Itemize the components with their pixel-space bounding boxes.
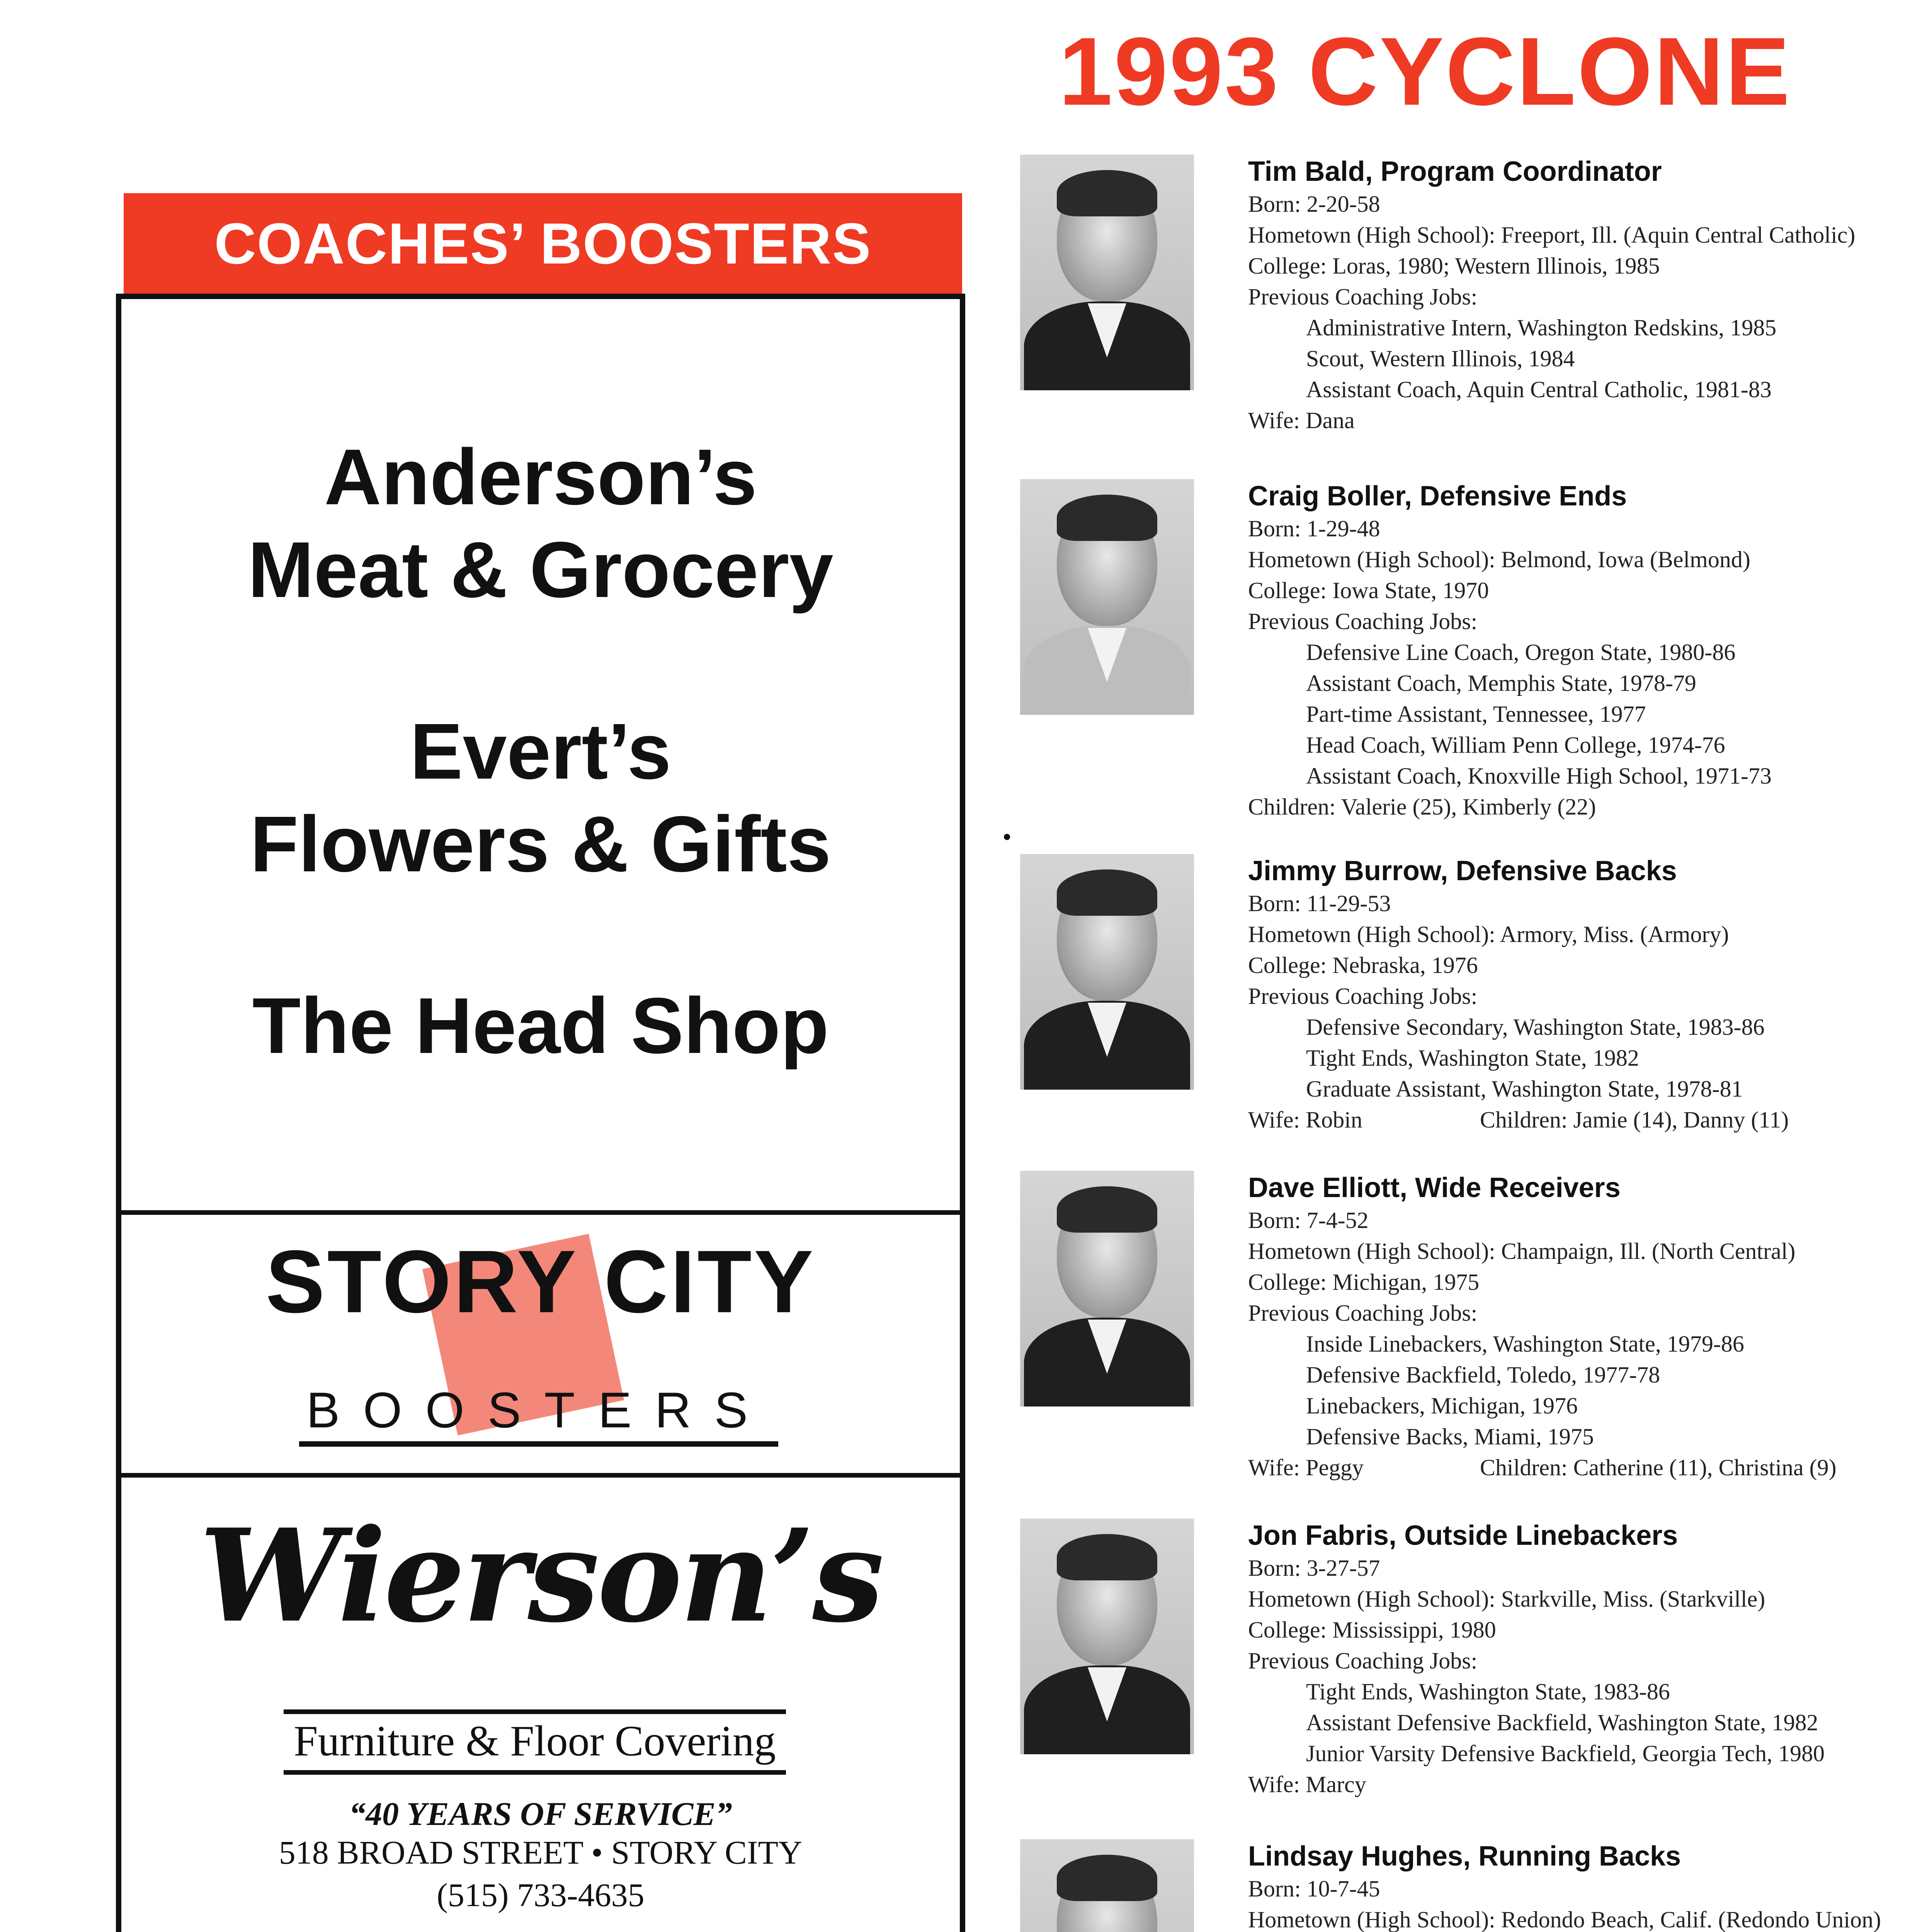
- coach-job: Tight Ends, Washington State, 1983-86: [1306, 1679, 1670, 1704]
- coach-job: Junior Varsity Defensive Backfield, Georgia Tech, 1980: [1306, 1741, 1825, 1766]
- coach-hometown: Hometown (High School): Freeport, Ill. (Aquin Central Catholic): [1248, 222, 1855, 248]
- coach-job: Linebackers, Michigan, 1976: [1306, 1393, 1578, 1418]
- coach-college: College: Iowa State, 1970: [1248, 578, 1489, 603]
- coach-job: Assistant Coach, Memphis State, 1978-79: [1306, 670, 1696, 696]
- coach-job: Scout, Western Illinois, 1984: [1306, 346, 1575, 371]
- sponsor-anderson-name: Anderson’s: [324, 433, 757, 521]
- coach-photo: [1020, 155, 1194, 390]
- ad-header: COACHES’ BOOSTERS: [124, 193, 962, 294]
- coach-hometown: Hometown (High School): Belmond, Iowa (Belmond): [1248, 547, 1750, 572]
- coach-family-row: [1248, 1452, 1932, 1483]
- coach-prev-label: Previous Coaching Jobs:: [1248, 284, 1478, 310]
- coach-info: [1248, 1839, 1932, 1932]
- coach-name: Jimmy Burrow, Defensive Backs: [1248, 855, 1677, 886]
- coach-college: College: Loras, 1980; Western Illinois, 1985: [1248, 253, 1660, 279]
- sponsor-box: [121, 299, 960, 1215]
- coach-prev-label: Previous Coaching Jobs:: [1248, 1300, 1478, 1326]
- coach-job: Defensive Backs, Miami, 1975: [1306, 1424, 1594, 1449]
- coach-hometown: Hometown (High School): Champaign, Ill. (North Central): [1248, 1238, 1796, 1264]
- ad-frame: [116, 294, 965, 1932]
- coach-born: Born: 3-27-57: [1248, 1555, 1380, 1581]
- coach-info: [1248, 854, 1932, 1135]
- coach-children: Children: Catherine (11), Christina (9): [1480, 1455, 1837, 1480]
- coach-name: Dave Elliott, Wide Receivers: [1248, 1172, 1621, 1203]
- coach-photo: [1020, 1519, 1194, 1754]
- coach-born: Born: 1-29-48: [1248, 516, 1380, 541]
- coach-job: Tight Ends, Washington State, 1982: [1306, 1045, 1639, 1071]
- coach-hometown: Hometown (High School): Starkville, Miss. (Starkville): [1248, 1586, 1765, 1612]
- coach-prev-label: Previous Coaching Jobs:: [1248, 1648, 1478, 1673]
- coach-name: Jon Fabris, Outside Linebackers: [1248, 1520, 1678, 1551]
- wierson-logo: Wierson’s: [199, 1501, 882, 1651]
- coach-job: Assistant Defensive Backfield, Washington State, 1982: [1306, 1710, 1818, 1735]
- coach-photo: [1020, 1171, 1194, 1406]
- coach-name: Tim Bald, Program Coordinator: [1248, 156, 1662, 187]
- coach-college: College: Michigan, 1975: [1248, 1269, 1480, 1295]
- coach-born: Born: 11-29-53: [1248, 891, 1391, 916]
- coach-family: Wife: Robin: [1248, 1107, 1362, 1133]
- coach-prev-label: Previous Coaching Jobs:: [1248, 609, 1478, 634]
- wierson-address: 518 BROAD STREET • STORY CITY: [279, 1834, 803, 1871]
- coach-job: Defensive Backfield, Toledo, 1977-78: [1306, 1362, 1660, 1388]
- coach-job: Assistant Coach, Aquin Central Catholic, 1981-83: [1306, 377, 1772, 402]
- sponsor-anderson-desc: Meat & Grocery: [248, 526, 833, 614]
- story-city-boosters-ad: [121, 1215, 960, 1478]
- coach-job: Head Coach, William Penn College, 1974-76: [1306, 732, 1725, 758]
- coach-job: Assistant Coach, Knoxville High School, 1971-73: [1306, 763, 1772, 789]
- coach-family: Wife: Dana: [1248, 408, 1355, 433]
- coach-photo: [1020, 854, 1194, 1090]
- coach-family: Children: Valerie (25), Kimberly (22): [1248, 794, 1596, 820]
- wierson-slogan: “40 YEARS OF SERVICE”: [349, 1795, 732, 1832]
- coach-photo: [1020, 479, 1194, 715]
- wierson-subtitle: Furniture & Floor Covering: [284, 1709, 786, 1775]
- coach-college: College: Mississippi, 1980: [1248, 1617, 1496, 1643]
- coach-job: Part-time Assistant, Tennessee, 1977: [1306, 701, 1646, 727]
- coach-info: [1248, 1171, 1932, 1483]
- story-city-title: STORY CITY: [265, 1232, 816, 1331]
- coach-prev-label: Previous Coaching Jobs:: [1248, 983, 1478, 1009]
- page-title: 1993 CYCLONE: [1059, 17, 1791, 125]
- coach-job: Inside Linebackers, Washington State, 1979-86: [1306, 1331, 1744, 1357]
- coach-name: Lindsay Hughes, Running Backs: [1248, 1841, 1681, 1872]
- coach-job: Administrative Intern, Washington Redskins, 1985: [1306, 315, 1777, 340]
- scan-dot: [1004, 834, 1010, 840]
- wierson-ad: [121, 1478, 960, 1932]
- coach-info: [1248, 479, 1932, 822]
- coach-family: Wife: Marcy: [1248, 1772, 1366, 1797]
- coach-info: [1248, 1519, 1932, 1800]
- sponsor-evert-desc: Flowers & Gifts: [250, 800, 831, 888]
- coach-born: Born: 7-4-52: [1248, 1208, 1369, 1233]
- coach-college: College: Nebraska, 1976: [1248, 952, 1478, 978]
- coach-photo: [1020, 1839, 1194, 1932]
- story-city-subtitle: BOOSTERS: [299, 1381, 778, 1447]
- sponsor-evert-name: Evert’s: [410, 707, 672, 796]
- coach-name: Craig Boller, Defensive Ends: [1248, 481, 1627, 512]
- wierson-phone: (515) 733-4635: [437, 1876, 645, 1913]
- coach-born: Born: 2-20-58: [1248, 191, 1380, 217]
- coach-job: Defensive Secondary, Washington State, 1983-86: [1306, 1014, 1765, 1040]
- coach-hometown: Hometown (High School): Redondo Beach, Calif. (Redondo Union): [1248, 1907, 1881, 1932]
- coach-family-row: [1248, 1104, 1932, 1135]
- coach-hometown: Hometown (High School): Armory, Miss. (Armory): [1248, 922, 1729, 947]
- coach-children: Children: Jamie (14), Danny (11): [1480, 1107, 1789, 1133]
- coach-info: [1248, 155, 1932, 436]
- coach-job: Defensive Line Coach, Oregon State, 1980-86: [1306, 639, 1736, 665]
- coach-family: Wife: Peggy: [1248, 1455, 1364, 1480]
- coach-job: Graduate Assistant, Washington State, 1978-81: [1306, 1076, 1743, 1102]
- coach-born: Born: 10-7-45: [1248, 1876, 1380, 1901]
- sponsor-head-shop: The Head Shop: [252, 981, 829, 1070]
